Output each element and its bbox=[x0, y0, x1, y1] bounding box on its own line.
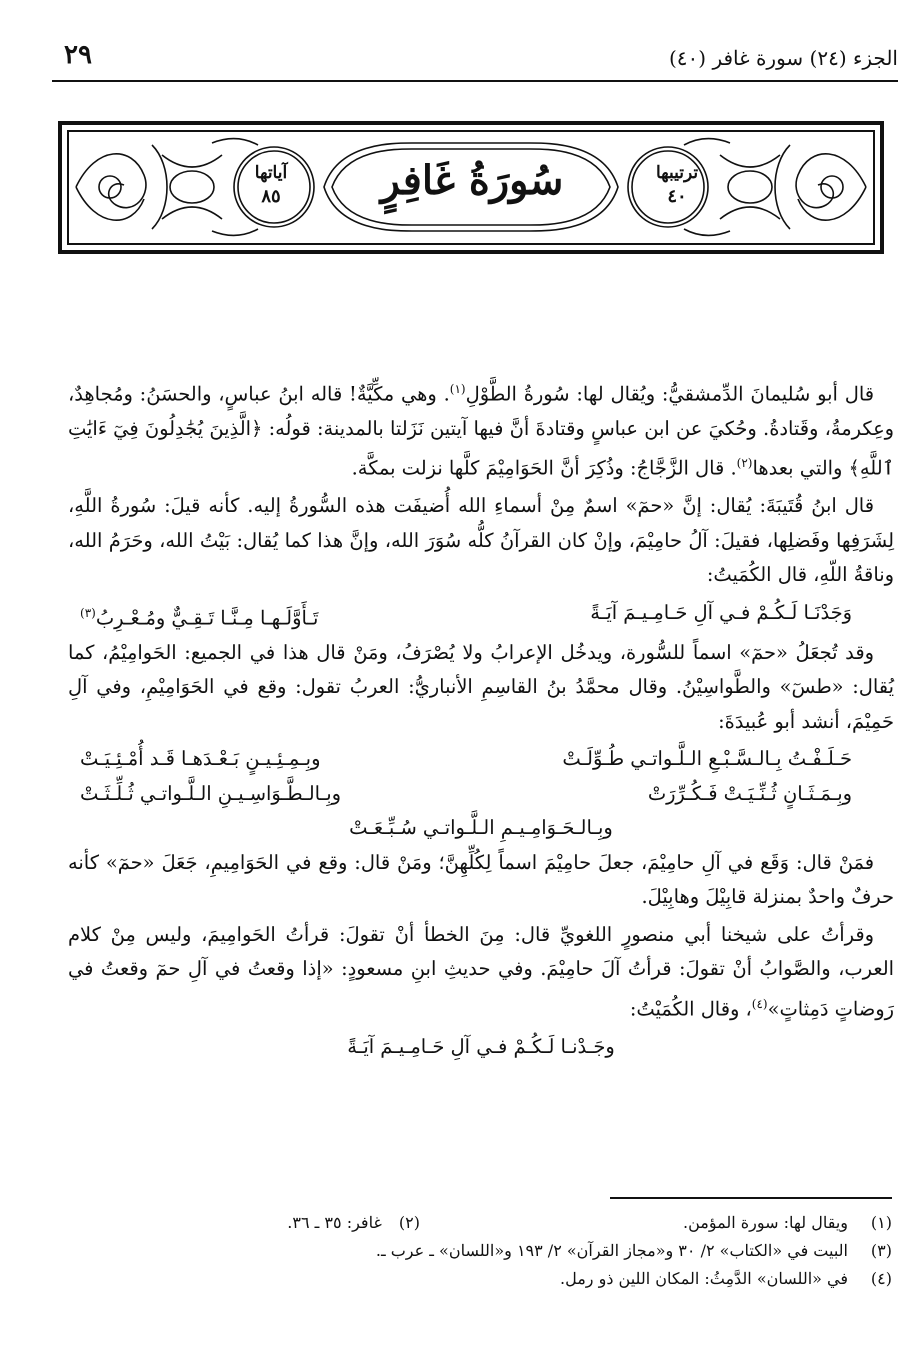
footnote-text: البيت في «الكتاب» ٢/ ٣٠ و«مجاز القرآن» ٢/ ١٩٣ و«اللسان» ـ عرب ـ. bbox=[375, 1241, 848, 1260]
verse1-left-text: تَـأَوَّلَـهـا مِـنَّـا تَـقِـيٌّ ومُـعْـرِبُ bbox=[95, 606, 319, 630]
footnote-row-3 bbox=[60, 1237, 892, 1265]
footnote-rule bbox=[610, 1197, 892, 1199]
main-text bbox=[68, 372, 894, 1064]
page-header bbox=[52, 40, 898, 78]
order-medallion bbox=[642, 151, 712, 221]
p5-text: وقرأتُ على شيخنا أبي منصورٍ اللغويِّ قال: مِنَ الخطأ أنْ تقولَ: قرأتُ الحَوامِيمَ، وليس مِنْ كلام العرب، والصَّوابُ أنْ تقولَ: قرأتُ آلَ حامِيْمَ. وفي حديثِ ابنِ مسعودٍ: «إذا وقعتُ في آلِ حمٓ وقعتُ في رَوضاتٍ دَمِثاتٍ» bbox=[68, 922, 894, 1021]
order-label: ترتيبها bbox=[655, 163, 699, 183]
p1-text: قال أبو سُليمانَ الدِّمشقيُّ: ويُقال لها: سُورةُ الطَّوْلِ bbox=[465, 382, 874, 406]
verse3-hemistich-left: وبِـالـطَّـوَاسِـيـنِ الـلَّـواتـي ثُـلِّـثَـتْ bbox=[80, 781, 341, 805]
verse2-hemistich-left: وبِـمِـئِـيـنٍ بَـعْـدَهـا قَـد أُمْـئِـيَـتْ bbox=[80, 747, 321, 771]
footnote-row-1 bbox=[60, 1209, 892, 1237]
p1c-text: . قال الزَّجَّاجُ: وذُكِرَ أنَّ الحَوَامِيْمَ كلَّها نزلت بمكَّة. bbox=[351, 456, 737, 480]
footnote-number: (١) bbox=[870, 1213, 892, 1232]
verse-line-3 bbox=[68, 777, 894, 812]
p5b-text: ، وقال الكُمَيْتُ: bbox=[629, 997, 752, 1021]
footnote-row-4 bbox=[60, 1265, 892, 1293]
verses-label: آياتها bbox=[254, 163, 288, 183]
paragraph-5 bbox=[68, 918, 894, 1027]
footnote-ref-2: (٢) bbox=[736, 456, 753, 471]
verse-line-1 bbox=[68, 596, 894, 636]
surah-banner bbox=[58, 121, 884, 254]
order-value: ٤٠ bbox=[667, 186, 687, 207]
footnote-text: غافر: ٣٥ ـ ٣٦. bbox=[287, 1213, 382, 1232]
footnote-ref-3: (٣) bbox=[80, 605, 96, 620]
verse-line-5: وجَـدْنـا لَـكُـمْ فـي آلِ حَـامِـيـمَ آيَـةً bbox=[347, 1034, 615, 1058]
footnote-text: في «اللسان» الدَّمِثُ: المكان اللين ذو رمل. bbox=[560, 1269, 848, 1288]
verses-value: ٨٥ bbox=[261, 186, 281, 207]
verse2-hemistich-right: حَـلَـفْـتُ بِـالـسَّـبْـعِ الـلَّـواتـي طُـوِّلَـتْ bbox=[562, 747, 852, 771]
page-number: ٢٩ bbox=[64, 40, 92, 70]
footnote-text: ويقال لها: سورة المؤمن. bbox=[683, 1213, 848, 1232]
footnote-number: (٣) bbox=[870, 1241, 892, 1260]
paragraph-4: فمَنْ قال: وَقَع في آلِ حامِيْمَ، جعلَ حامِيْمَ اسماً لِكُلِّهِنَّ؛ ومَنْ قال: وقع في الحَوَامِيمِ، جَعَلَ «حمٓ» كأنه حرفٌ واحدٌ بمنزلة قابِيْلَ وهابِيْلَ. bbox=[68, 850, 894, 909]
footnote-number: (٢) bbox=[398, 1213, 420, 1232]
footnotes bbox=[60, 1209, 892, 1293]
p1b-text: . وهي مكِّيَّةٌ! قاله ابنُ عباسٍ، والحسَنُ: ومُجاهِدٌ، وعِكرمةُ، وقَتادةُ. وحُكيَ عن ابن عباسٍ وقتادةَ أنَّ فيها آيتين نَزَلتا بالمدينة: قولُه: ﴿الَّذِينَ يُجَٰدِلُونَ فِيٓ ءَايَٰتِ ٱللَّهِ﴾ والتي بعدها bbox=[68, 382, 894, 480]
running-title: الجزء (٢٤) سورة غافر (٤٠) bbox=[668, 46, 898, 70]
footnote-ref-1: (١) bbox=[449, 382, 466, 396]
header-rule bbox=[52, 80, 898, 82]
verse-line-4: وبِـالـحَـوَامِـيـمِ الـلَّـواتـي سُـبِّـعَـتْ bbox=[349, 816, 613, 840]
footnote-inline-2 bbox=[60, 1209, 420, 1237]
verse3-hemistich-right: وبِـمَـثَـانٍ ثُـنِّـيَـتْ فَـكُـرِّرَتْ bbox=[647, 781, 852, 805]
verse-line-2 bbox=[68, 742, 894, 777]
footnote-number: (٤) bbox=[870, 1269, 892, 1288]
paragraph-1 bbox=[68, 372, 894, 486]
footnote-ref-4: (٤) bbox=[751, 996, 768, 1011]
surah-title: سُورَةُ غَافِرٍ bbox=[380, 157, 564, 204]
verse-count-medallion bbox=[236, 151, 306, 221]
paragraph-3: وقد تُجعَلُ «حمٓ» اسماً للسُّورة، ويدخُل الإعرابُ ولا يُصْرَفُ، ومَنْ قال هذا في الجميع: الحَوامِيْمُ، كما يُقال: «طسٓ» والطَّواسِيْنُ. وقال محمَّدُ بنُ القاسِمِ الأنباريُّ: العربُ تقول: وقع في الحَوَامِيْمِ، وفي آلِ حَمِيْمَ، أنشد أبو عُبيدَةَ: bbox=[68, 640, 894, 733]
verse1-hemistich-right: وَجَدْنَـا لَـكُـمْ فـي آلِ حَـامِـيـمَ آيَـةً bbox=[590, 600, 852, 624]
verse1-hemistich-left bbox=[80, 596, 318, 636]
paragraph-2: قال ابنُ قُتَيبَةَ: يُقال: إنَّ «حمٓ» اسمٌ مِنْ أسماءِ الله أُضيفَت هذه السُّورةُ إليه. كأنه قيلَ: سُورةُ اللَّهِ، لِشَرَفِها وفَضلِها، فقيلَ: آلُ حامِيْمَ، وإنْ كان القرآنُ كلُّه سُوَرَ الله، وإنَّ هذا كما يُقال: بَيْتُ الله، وحَرَمُ الله، وناقةُ اللّهِ، قال الكُمَيتُ: bbox=[68, 494, 894, 587]
